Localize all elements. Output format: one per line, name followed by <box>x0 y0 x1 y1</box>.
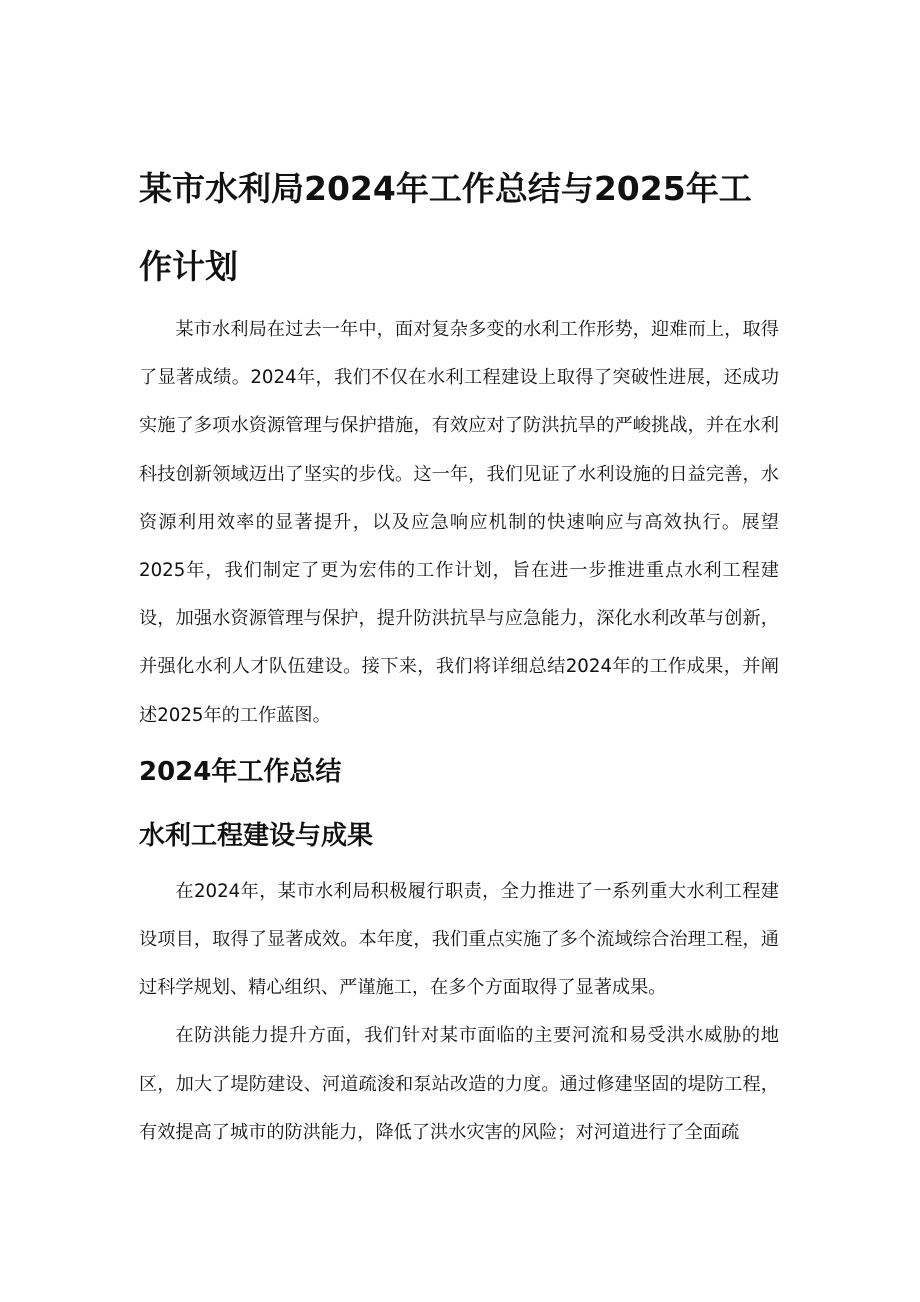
project-paragraph-2: 在防洪能力提升方面，我们针对某市面临的主要河流和易受洪水威胁的地区，加大了堤防建设、河道疏浚和泵站改造的力度。通过修建坚固的堤防工程，有效提高了城市的防洪能力，降低了洪水灾害的风险；对河道进行了全面疏 <box>139 1025 779 1143</box>
subsection-heading-water-projects: 水利工程建设与成果 <box>139 820 374 851</box>
section-heading-2024-summary: 2024年工作总结 <box>139 756 342 787</box>
intro-paragraph: 某市水利局在过去一年中，面对复杂多变的水利工作形势，迎难而上，取得了显著成绩。2024年，我们不仅在水利工程建设上取得了突破性进展，还成功实施了多项水资源管理与保护措施，有效应对了防洪抗旱的严峻挑战，并在水利科技创新领域迈出了坚实的步伐。这一年，我们见证了水利设施的日益完善，水资源利用效率的显著提升，以及应急响应机制的快速响应与高效执行。展望2025年，我们制定了更为宏伟的工作计划，旨在进一步推进重点水利工程建设，加强水资源管理与保护，提升防洪抗旱与应急能力，深化水利改革与创新，并强化水利人才队伍建设。接下来，我们将详细总结2024年的工作成果，并阐述2025年的工作蓝图。 <box>139 319 779 726</box>
document-title: 某市水利局2024年工作总结与2025年工作计划 <box>139 169 752 286</box>
document-page <box>139 150 779 1157</box>
project-paragraph-1: 在2024年，某市水利局积极履行职责，全力推进了一系列重大水利工程建设项目，取得了显著成效。本年度，我们重点实施了多个流域综合治理工程，通过科学规划、精心组织、严谨施工，在多个方面取得了显著成果。 <box>139 880 779 999</box>
